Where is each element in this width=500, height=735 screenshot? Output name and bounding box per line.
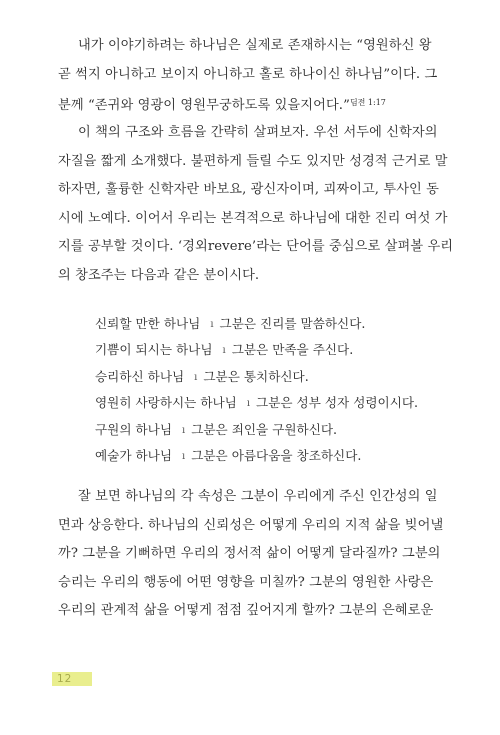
attribute-name: 구원의 하나님	[95, 421, 172, 437]
attribute-name: 신뢰할 만한 하나님	[95, 316, 201, 331]
text-line: 승리는 우리의 행동에 어떤 영향을 미칠까? 그분의 영원한 사랑은	[58, 574, 434, 590]
paragraph-intro	[58, 32, 446, 121]
separator-mark: ı	[222, 345, 226, 357]
attribute-name: 기쁨이 되시는 하나님	[95, 342, 213, 358]
attribute-description: 그분은 성부 성자 성령이시다.	[256, 395, 419, 411]
attribute-description: 그분은 아름다움을 창조하신다.	[191, 447, 362, 463]
paragraph-structure	[58, 119, 454, 291]
scripture-citation: 딤전 1:17	[349, 98, 386, 108]
text-line: 내가 이야기하려는 하나님은 실제로 존재하시는 “영원하신 왕	[78, 38, 432, 53]
text-line: 하자면, 훌륭한 신학자란 바보요, 광신자이며, 괴짜이고, 투사인 동	[58, 182, 440, 198]
separator-mark: ı	[210, 319, 214, 330]
separator-mark: ı	[194, 371, 198, 383]
separator-mark: ı	[182, 424, 186, 436]
list-item	[95, 337, 455, 363]
attribute-name: 승리하신 하나님	[95, 368, 185, 384]
separator-mark: ı	[246, 398, 251, 410]
text-line: 면과 상응한다. 하나님의 신뢰성은 어떻게 우리의 지적 삶을 빚어낼	[58, 517, 444, 533]
paragraph-correspondence	[58, 483, 446, 626]
text-line	[58, 89, 446, 121]
attribute-description: 그분은 진리를 말씀하신다.	[219, 316, 366, 331]
attribute-description: 그분은 만족을 주신다.	[231, 342, 354, 358]
page-number: 12	[57, 673, 73, 685]
text-line: 시에 노예다. 이어서 우리는 본격적으로 하나님에 대한 진리 여섯 가	[58, 210, 448, 226]
text-line: 자질을 짧게 소개했다. 불편하게 들릴 수도 있지만 성경적 근거로 말	[58, 153, 448, 169]
list-item	[95, 364, 455, 390]
text-line-content: 분께 “존귀와 영광이 영원무궁하도록 있을지어다.”	[58, 98, 350, 114]
list-item	[95, 311, 455, 337]
list-item	[95, 390, 455, 416]
text-line: 지를 공부할 것이다. ‘경외revere’라는 단어를 중심으로 살펴볼 우리	[58, 239, 454, 255]
text-line: 잘 보면 하나님의 각 속성은 그분이 우리에게 주신 인간성의 일	[78, 489, 438, 504]
attribute-name: 영원히 사랑하시는 하나님	[95, 395, 237, 411]
attribute-name: 예술가 하나님	[95, 447, 172, 463]
list-item	[95, 443, 455, 469]
attribute-description: 그분은 통치하신다.	[203, 368, 309, 384]
attribute-description: 그분은 죄인을 구원하신다.	[191, 421, 338, 437]
text-line: 의 창조주는 다음과 같은 분이시다.	[58, 267, 260, 283]
separator-mark: ı	[182, 450, 186, 462]
text-line: 까? 그분을 기뻐하면 우리의 정서적 삶이 어떻게 달라질까? 그분의	[58, 546, 441, 562]
attribute-list	[95, 311, 455, 469]
text-line: 우리의 관계적 삶을 어떻게 점점 깊어지게 할까? 그분의 은혜로운	[58, 603, 434, 619]
text-line: 이 책의 구조와 흐름을 간략히 살펴보자. 우선 서두에 신학자의	[78, 125, 438, 140]
text-line: 곧 썩지 아니하고 보이지 아니하고 홀로 하나이신 하나님”이다. 그	[58, 66, 438, 82]
list-item	[95, 417, 455, 443]
